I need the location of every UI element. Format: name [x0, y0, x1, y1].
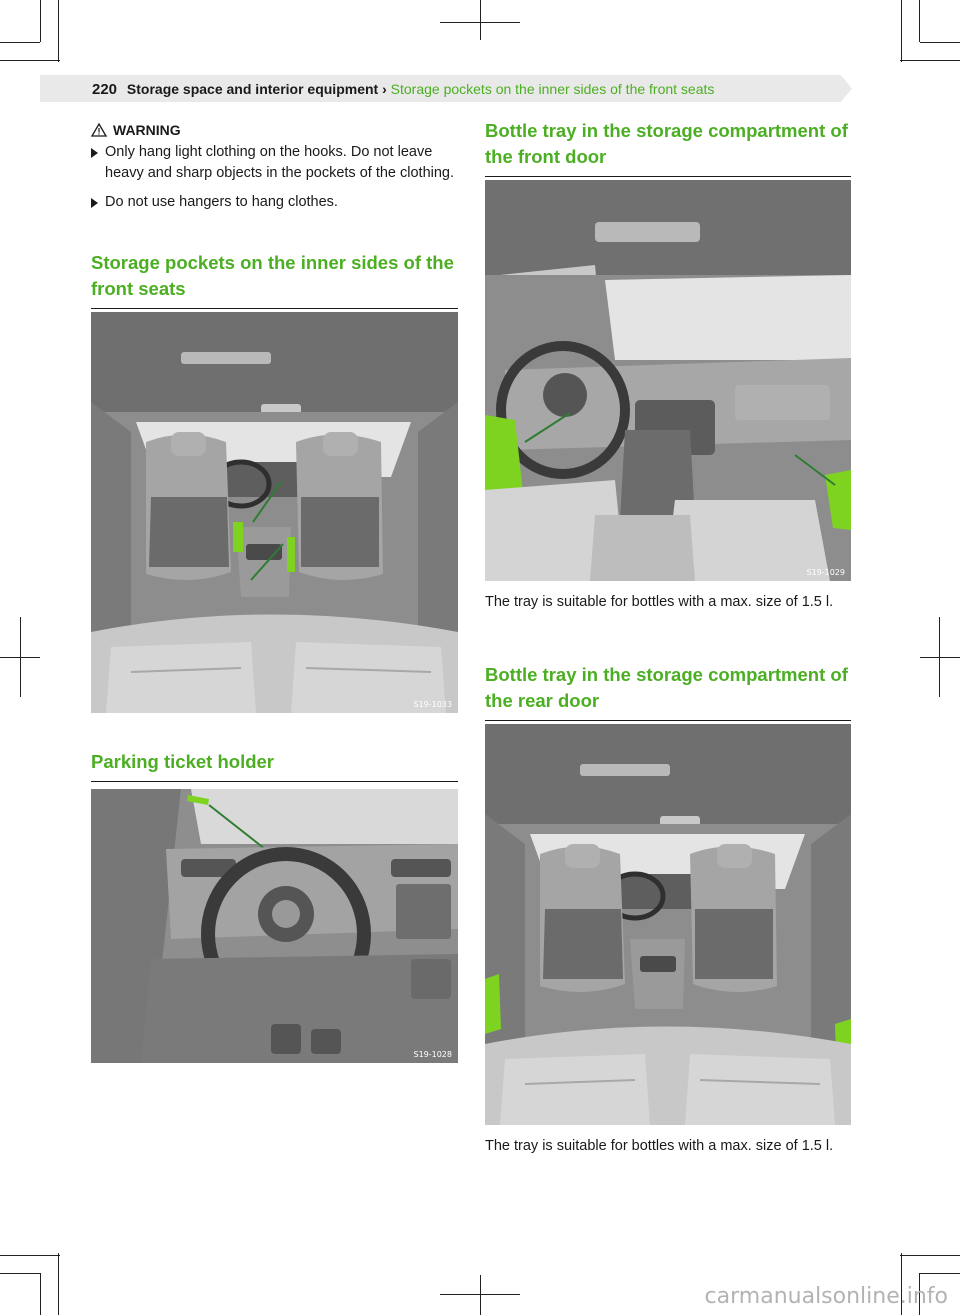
- crop-mark: [0, 60, 60, 61]
- crop-mark: [939, 617, 940, 697]
- crop-mark: [901, 0, 902, 62]
- page-number: 220: [92, 81, 118, 98]
- section-pockets: [91, 250, 458, 309]
- crop-mark: [20, 617, 21, 697]
- crop-mark: [40, 0, 41, 42]
- section-heading: Storage pockets on the inner sides of the front seats: [91, 250, 458, 309]
- watermark: carmanualsonline.info: [704, 1284, 948, 1309]
- figure-rear-door-tray: [485, 724, 851, 1125]
- front-door-text: The tray is suitable for bottles with a max. size of 1.5 l.: [485, 594, 834, 610]
- figure-parking-holder: [91, 789, 458, 1063]
- crop-mark: [900, 1255, 960, 1256]
- figure-code: S19-1028: [413, 1050, 452, 1059]
- crop-mark: [920, 1273, 960, 1274]
- front-cabin-illustration: [485, 180, 851, 581]
- section-heading: Bottle tray in the storage compartment of the rear door: [485, 662, 851, 721]
- section-rear-door: [485, 662, 851, 721]
- dashboard-illustration: [91, 789, 458, 1063]
- crop-mark: [0, 42, 40, 43]
- figure-code: S19-1033: [413, 700, 452, 709]
- warning-title-text: WARNING: [113, 122, 181, 138]
- warning-list: [91, 142, 458, 213]
- rear-cabin-illustration: [91, 312, 458, 713]
- section-heading: Parking ticket holder: [91, 749, 458, 782]
- header-subsection: Storage pockets on the inner sides of the front seats: [390, 81, 715, 97]
- rear-door-text: The tray is suitable for bottles with a max. size of 1.5 l.: [485, 1138, 834, 1154]
- figure-seat-pockets: [91, 312, 458, 713]
- figure-front-door-tray: [485, 180, 851, 581]
- crop-mark: [480, 0, 481, 40]
- crop-mark: [919, 0, 920, 42]
- warning-triangle-icon: [91, 123, 107, 137]
- warning-item: Only hang light clothing on the hooks. Do not leave heavy and sharp objects in the pockets of the clothing.: [91, 142, 458, 184]
- warning-box: [91, 122, 458, 221]
- crop-mark: [58, 0, 59, 62]
- crop-mark: [480, 1275, 481, 1315]
- warning-item: Do not use hangers to hang clothes.: [91, 192, 458, 213]
- section-heading: Bottle tray in the storage compartment of the front door: [485, 118, 851, 177]
- crop-mark: [920, 42, 960, 43]
- crop-mark: [0, 1273, 40, 1274]
- crop-mark: [920, 657, 960, 658]
- section-parking: [91, 749, 458, 782]
- warning-title: [91, 122, 458, 138]
- rear-cabin-illustration: [485, 724, 851, 1125]
- crop-mark: [58, 1253, 59, 1315]
- running-header: [92, 80, 714, 99]
- header-section: Storage space and interior equipment ›: [126, 81, 387, 97]
- crop-mark: [900, 60, 960, 61]
- crop-mark: [0, 1255, 60, 1256]
- section-front-door: [485, 118, 851, 177]
- figure-code: S19-1029: [806, 568, 845, 577]
- crop-mark: [40, 1273, 41, 1315]
